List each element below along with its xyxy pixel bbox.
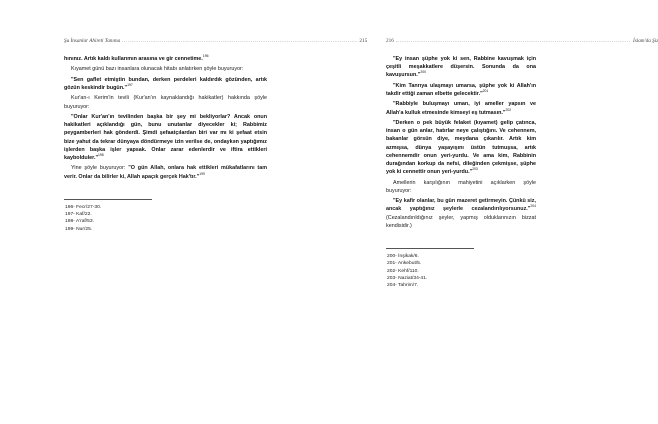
page-body <box>64 55 267 181</box>
paragraph: "Kim Tanrıya ulaşmayı umarsa, şüphe yok ki Allah'ın takdir ettiği zaman elbette gelecektir."$^{201}$ <box>386 82 536 97</box>
page-number: 215 <box>359 38 368 44</box>
footnote-ref: 198 <box>98 153 104 158</box>
footnote-ref: 202 <box>505 107 512 112</box>
paragraph: "Ey insan şüphe yok ki sen, Rabbine kavuşmak için çeşitli meşakkatlere düşersin. Sonunda da ona kavuşursun."$^{200}$ <box>386 56 536 79</box>
paragraph: "Derken o pek büyük felaket (kıyamet) gelip çatınca, insan o gün anlar, hatırlar neye çalıştığını. Ve cehennem, bakanlar görsün diye, meydana çıkarılır. Artık kim azmışsa, dünya yaşayışını üstün tutmuşsa, artık cehennemdir onun yeri-yurdu. Ve ama kim, Rabbinin durağından korkup da nefsi, dileğinden çekmişse, şüphe yok ki cennettir onun yeri-yurdu."$^{203}$ <box>386 119 536 176</box>
running-header <box>64 38 368 46</box>
footnotes <box>386 248 536 289</box>
footnote-ref: 199 <box>199 171 205 176</box>
footnote-ref: 200 <box>420 70 426 75</box>
footnote-item: 203- Naziat/34-41. <box>387 275 428 281</box>
header-title: Şu İnsanlar Ahireti Tanıma <box>64 38 121 44</box>
header-dot-leader: ............................................................................................................................ <box>395 38 631 44</box>
paragraph: "Ey kafir olanlar, bu gün mazeret getirmeyin. Çünkü siz, ancak yaptığınız şeylerle cezalandırılıyorsunuz."$^{204}$ (Cezalandırıldığınız şeyler, yapmış olduklarınızın bizzat kendisidir.) <box>386 198 536 229</box>
footnote-ref: 203 <box>472 167 478 172</box>
paragraph: "Rabbiyle buluşmayı uman, iyi ameller yapsın ve Allah'a kulluk etmesinde kimseyi eş tutmasın."$^{202}$ <box>386 101 536 116</box>
footnote-item: 199- Nur/25. <box>65 226 93 232</box>
footnote-item: 196- Fecr/27-30. <box>65 204 102 210</box>
running-header <box>386 38 658 46</box>
paragraph: Amellerin karşılığının mahiyetini açıklarken şöyle buyuruyor: <box>386 179 536 194</box>
footnote-item: 204- Tahrim/7. <box>387 283 419 289</box>
footnote-item: 200- İnşikak/6. <box>387 254 419 259</box>
footnote-item: 201- Ankebut/5. <box>387 261 422 267</box>
footnote-divider <box>64 199 152 200</box>
footnote-ref: 201 <box>482 89 489 94</box>
footnote-item: 202- Kehf/110. <box>387 268 419 274</box>
paragraph: hınınız. Artık kaldı kullarımın arasına ve gir cennetime.$^{196}$ <box>64 54 209 62</box>
footnotes <box>64 199 267 233</box>
footnote-ref: 196 <box>202 54 209 59</box>
footnote-item: 197- Kaf/22. <box>65 212 92 218</box>
paragraph: Yine şöyle buyuruyor: "O gün Allah, onlara hak ettikleri mükafatlarını tam verir. Onlar da bilirler ki, Allah apaçık gerçek Hak'tır."$^{199}$ <box>64 165 267 180</box>
footnote-ref: 204 <box>530 204 536 209</box>
header-title: İslam'da Şiə <box>633 38 658 44</box>
paragraph: "Sen gaflet etmiştin bundan, derken perdeleri kaldırdık gözünden, artık gözün keskindir bugün."$^{197}$ <box>64 76 267 91</box>
footnote-item: 198- A'raf/53. <box>65 219 94 225</box>
page-number: 216 <box>386 38 394 44</box>
header-dot-leader: ............................................................................................................................ <box>122 38 358 44</box>
paragraph: Kur'an-ı Kerim'in tevili (Kur'an'ın kaynaklandığı hakikatler) hakkında şöyle buyuruyor: <box>64 95 267 110</box>
footnote-ref: 197 <box>127 83 133 88</box>
right-page <box>300 0 658 424</box>
footnote-divider <box>386 248 474 249</box>
page-body <box>386 55 536 230</box>
paragraph: "Onlar Kur'an'ın tevilinden başka bir şey mi bekliyorlar? Ancak onun hakikatleri açıklandığı gün, bunu unutanlar diyecekler ki; Rabbimiz peygamberleri hak gönderdi. Şimdi şefaatçılardan biri var mı ki şefaat etsin bize yahut da tekrar dünyaya döndürmeye izin verilse de, ondaykən yaptığımız işlerden başka işler yapsak. Onlar zarar edenlerdir ve iftira ettikleri kaybolduler."$^{198}$ <box>64 113 267 161</box>
paragraph: Kıyamet günü bazı insanlara olunacak hitabı anlatırken şöyle buyuruyor: <box>71 66 244 73</box>
